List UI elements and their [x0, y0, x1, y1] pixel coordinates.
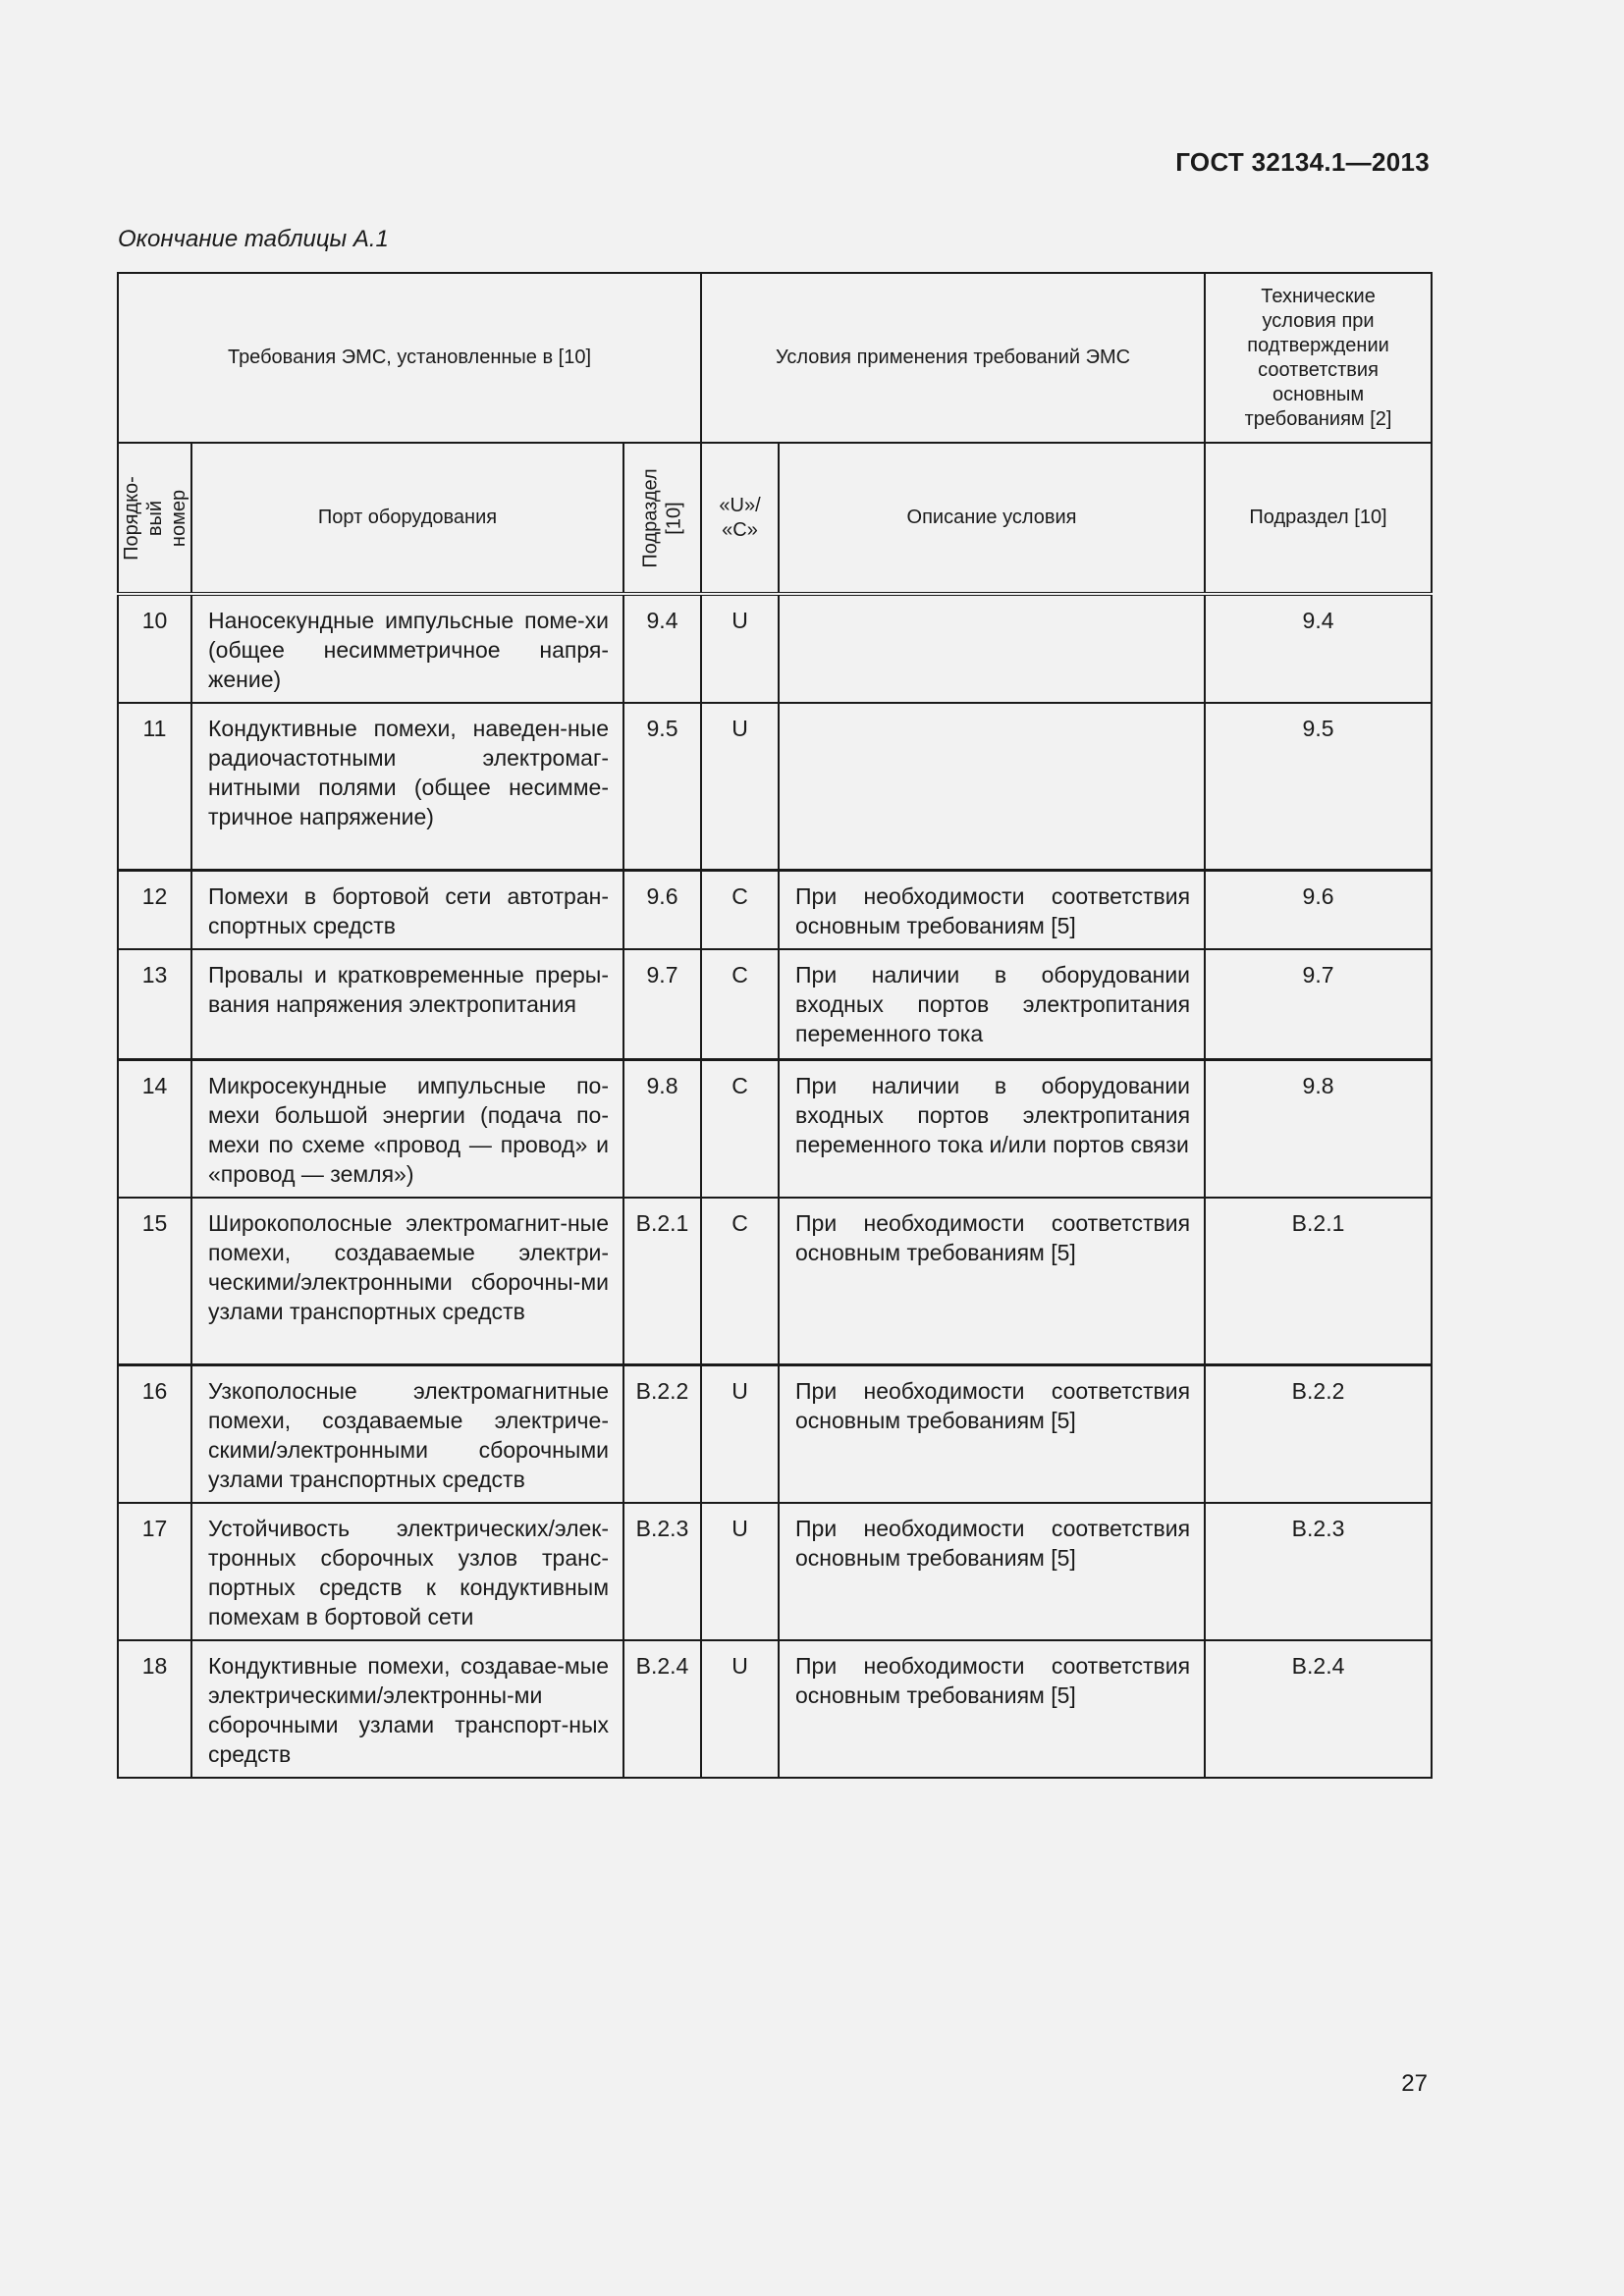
- row-description-cell: При необходимости соответствия основным требованиям [5]: [779, 1198, 1205, 1364]
- row-number-cell: 17: [118, 1503, 191, 1640]
- row-uc-cell: C: [701, 870, 779, 949]
- row-port-cell: Провалы и кратковременные преры-вания напряжения электропитания: [191, 949, 623, 1060]
- row-description-cell: При необходимости соответствия основным требованиям [5]: [779, 1503, 1205, 1640]
- row-port-cell: Помехи в бортовой сети автотран-спортных средств: [191, 870, 623, 949]
- emc-requirements-table: [117, 272, 1433, 1779]
- row-number-cell: 16: [118, 1364, 191, 1503]
- table-row: [118, 1060, 1432, 1199]
- row-number-cell: 14: [118, 1060, 191, 1199]
- row-subsection-cell: 9.6: [623, 870, 701, 949]
- header-tech-subsection: Подраздел [10]: [1205, 443, 1432, 594]
- row-uc-cell: U: [701, 1364, 779, 1503]
- header-number: [118, 443, 191, 594]
- row-description-cell: При необходимости соответствия основным требованиям [5]: [779, 1364, 1205, 1503]
- row-tech-cell: 9.8: [1205, 1060, 1432, 1199]
- row-description-cell: При наличии в оборудовании входных портов электропитания переменного тока: [779, 949, 1205, 1060]
- row-port-cell: Устойчивость электрических/элек-тронных сборочных узлов транс-портных средств к кондуктивным помехам в бортовой сети: [191, 1503, 623, 1640]
- table-row: [118, 1364, 1432, 1503]
- row-port-cell: Широкополосные электромагнит-ные помехи, создаваемые электри-ческими/электронными сборочны-ми узлами транспортных средств: [191, 1198, 623, 1364]
- header-subsection-label: Подраздел [10]: [639, 467, 685, 568]
- page-number: 27: [1401, 2070, 1428, 2097]
- row-subsection-cell: В.2.3: [623, 1503, 701, 1640]
- row-description-cell: При необходимости соответствия основным требованиям [5]: [779, 870, 1205, 949]
- row-uc-cell: U: [701, 1503, 779, 1640]
- row-subsection-cell: В.2.2: [623, 1364, 701, 1503]
- row-tech-cell: В.2.4: [1205, 1640, 1432, 1778]
- row-uc-cell: U: [701, 594, 779, 703]
- row-uc-cell: C: [701, 1198, 779, 1364]
- row-port-cell: Наносекундные импульсные поме-хи (общее несимметричное напря-жение): [191, 594, 623, 703]
- header-port: Порт оборудования: [191, 443, 623, 594]
- row-subsection-cell: 9.5: [623, 703, 701, 870]
- table-row: [118, 949, 1432, 1060]
- table-caption: Окончание таблицы А.1: [118, 226, 389, 252]
- row-port-cell: Узкополосные электромагнитные помехи, создаваемые электриче-скими/электронными сборочными узлами транспортных средств: [191, 1364, 623, 1503]
- row-subsection-cell: 9.7: [623, 949, 701, 1060]
- table-body: [118, 594, 1432, 1778]
- row-number-cell: 10: [118, 594, 191, 703]
- row-subsection-cell: В.2.4: [623, 1640, 701, 1778]
- row-uc-cell: U: [701, 703, 779, 870]
- row-number-cell: 13: [118, 949, 191, 1060]
- row-uc-cell: U: [701, 1640, 779, 1778]
- header-description: Описание условия: [779, 443, 1205, 594]
- row-description-cell: При необходимости соответствия основным требованиям [5]: [779, 1640, 1205, 1778]
- row-tech-cell: 9.6: [1205, 870, 1432, 949]
- row-subsection-cell: В.2.1: [623, 1198, 701, 1364]
- header-technical-group: Технические условия при подтверждении соответствия основным требованиям [2]: [1205, 273, 1432, 443]
- row-subsection-cell: 9.8: [623, 1060, 701, 1199]
- row-port-cell: Микросекундные импульсные по-мехи большой энергии (подача по-мехи по схеме «провод — провод» и «провод — земля»): [191, 1060, 623, 1199]
- row-port-cell: Кондуктивные помехи, создавае-мые электрическими/электронны-ми сборочными узлами транспорт-ных средств: [191, 1640, 623, 1778]
- header-subsection: [623, 443, 701, 594]
- row-uc-cell: C: [701, 1060, 779, 1199]
- document-code: ГОСТ 32134.1—2013: [1175, 147, 1430, 177]
- row-number-cell: 12: [118, 870, 191, 949]
- row-number-cell: 18: [118, 1640, 191, 1778]
- table-row: [118, 870, 1432, 949]
- table-row: [118, 1640, 1432, 1778]
- header-requirements-group: Требования ЭМС, установленные в [10]: [118, 273, 701, 443]
- row-tech-cell: В.2.2: [1205, 1364, 1432, 1503]
- table-row: [118, 594, 1432, 703]
- row-tech-cell: 9.5: [1205, 703, 1432, 870]
- table-row: [118, 1198, 1432, 1364]
- header-conditions-group: Условия применения требований ЭМС: [701, 273, 1205, 443]
- row-description-cell: [779, 703, 1205, 870]
- row-subsection-cell: 9.4: [623, 594, 701, 703]
- table-row: [118, 1503, 1432, 1640]
- row-tech-cell: В.2.3: [1205, 1503, 1432, 1640]
- row-uc-cell: C: [701, 949, 779, 1060]
- row-number-cell: 15: [118, 1198, 191, 1364]
- row-tech-cell: В.2.1: [1205, 1198, 1432, 1364]
- row-description-cell: [779, 594, 1205, 703]
- row-tech-cell: 9.4: [1205, 594, 1432, 703]
- header-uc: «U»/ «C»: [701, 443, 779, 594]
- table-row: [118, 703, 1432, 870]
- row-port-cell: Кондуктивные помехи, наведен-ные радиочастотными электромаг-нитными полями (общее несимме-тричное напряжение): [191, 703, 623, 870]
- row-description-cell: При наличии в оборудовании входных портов электропитания переменного тока и/или портов связи: [779, 1060, 1205, 1199]
- row-number-cell: 11: [118, 703, 191, 870]
- header-number-label: Порядко-вый номер: [120, 475, 189, 561]
- row-tech-cell: 9.7: [1205, 949, 1432, 1060]
